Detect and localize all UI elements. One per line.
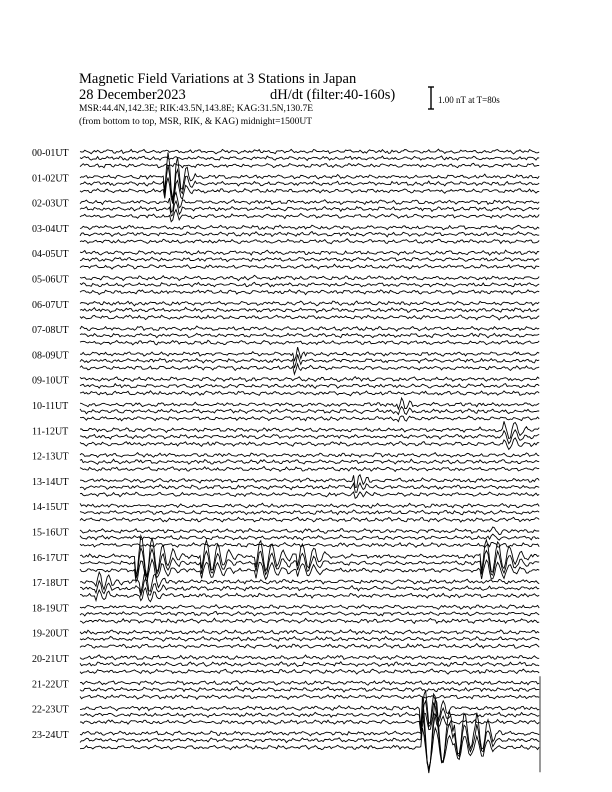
trace-kag-12-13ut bbox=[80, 467, 539, 472]
trace-msr-07-08ut bbox=[80, 326, 539, 331]
hour-label: 17-18UT bbox=[32, 578, 69, 590]
trace-kag-01-02ut bbox=[80, 178, 539, 204]
trace-kag-08-09ut bbox=[80, 364, 539, 374]
trace-rik-20-21ut bbox=[80, 662, 539, 667]
trace-msr-14-15ut bbox=[80, 503, 539, 508]
trace-kag-09-10ut bbox=[80, 391, 539, 396]
trace-msr-21-22ut bbox=[80, 680, 539, 685]
trace-kag-03-04ut bbox=[80, 239, 539, 244]
trace-msr-04-05ut bbox=[80, 250, 539, 255]
hour-label: 23-24UT bbox=[32, 729, 69, 741]
trace-rik-03-04ut bbox=[80, 232, 539, 237]
hour-label: 01-02UT bbox=[32, 173, 69, 185]
scale-bar bbox=[428, 87, 434, 109]
hour-label: 22-23UT bbox=[32, 704, 69, 716]
hour-label: 11-12UT bbox=[32, 426, 69, 438]
traces bbox=[80, 149, 540, 773]
trace-rik-21-22ut bbox=[80, 687, 539, 692]
trace-msr-10-11ut bbox=[80, 398, 539, 409]
hour-label: 21-22UT bbox=[32, 679, 69, 691]
hour-label: 09-10UT bbox=[32, 375, 69, 387]
quantity-text: dH/dt (filter:40-160s) bbox=[270, 87, 396, 103]
trace-kag-15-16ut bbox=[80, 543, 539, 548]
trace-kag-19-20ut bbox=[80, 644, 539, 649]
scale-bar-label: 1.00 nT at T=80s bbox=[438, 95, 500, 105]
chart-title: Magnetic Field Variations at 3 Stations in Japan bbox=[79, 71, 357, 87]
hour-labels bbox=[32, 148, 69, 741]
trace-rik-01-02ut bbox=[80, 165, 539, 201]
trace-kag-02-03ut bbox=[80, 210, 539, 222]
hour-label: 12-13UT bbox=[32, 451, 69, 463]
trace-rik-06-07ut bbox=[80, 307, 539, 312]
trace-msr-15-16ut bbox=[80, 527, 539, 535]
trace-rik-18-19ut bbox=[80, 611, 539, 616]
hour-label: 10-11UT bbox=[32, 401, 69, 412]
trace-kag-20-21ut bbox=[80, 669, 539, 674]
hour-label: 15-16UT bbox=[32, 527, 69, 539]
trace-msr-23-24ut bbox=[80, 697, 539, 774]
hour-label: 18-19UT bbox=[32, 603, 69, 615]
trace-rik-04-05ut bbox=[80, 257, 539, 261]
hour-label: 00-01UT bbox=[32, 148, 69, 159]
trace-kag-18-19ut bbox=[80, 618, 539, 623]
trace-msr-06-07ut bbox=[80, 301, 539, 306]
trace-rik-07-08ut bbox=[80, 333, 539, 338]
trace-kag-06-07ut bbox=[80, 315, 539, 320]
hour-label: 04-05UT bbox=[32, 249, 69, 261]
trace-kag-00-01ut bbox=[80, 163, 539, 167]
trace-rik-19-20ut bbox=[80, 637, 539, 642]
hour-label: 13-14UT bbox=[32, 476, 69, 488]
trace-rik-17-18ut bbox=[80, 579, 539, 596]
trace-rik-12-13ut bbox=[80, 459, 539, 464]
hour-label: 06-07UT bbox=[32, 299, 69, 311]
trace-kag-21-22ut bbox=[80, 695, 539, 700]
hour-label: 08-09UT bbox=[32, 350, 69, 362]
trace-msr-09-10ut bbox=[80, 377, 539, 382]
trace-rik-09-10ut bbox=[80, 384, 539, 389]
trace-msr-22-23ut bbox=[80, 690, 539, 725]
station-coordinates: MSR:44.4N,142.3E; RIK:43.5N,143.8E; KAG:31.5N,130.7E bbox=[79, 104, 314, 114]
hour-label: 20-21UT bbox=[32, 654, 69, 665]
trace-msr-18-19ut bbox=[80, 605, 539, 610]
trace-rik-15-16ut bbox=[80, 534, 539, 540]
trace-kag-05-06ut bbox=[80, 290, 539, 295]
hour-label: 19-20UT bbox=[32, 628, 69, 640]
trace-rik-10-11ut bbox=[80, 407, 539, 415]
trace-rik-00-01ut bbox=[80, 156, 539, 160]
trace-kag-13-14ut bbox=[80, 492, 539, 499]
trace-rik-13-14ut bbox=[80, 483, 539, 492]
trace-msr-19-20ut bbox=[80, 630, 539, 635]
trace-rik-05-06ut bbox=[80, 282, 539, 287]
hour-label: 03-04UT bbox=[32, 223, 69, 235]
trace-msr-13-14ut bbox=[80, 475, 539, 488]
hour-label: 07-08UT bbox=[32, 325, 69, 337]
trace-msr-20-21ut bbox=[80, 655, 539, 660]
trace-rik-11-12ut bbox=[80, 430, 539, 444]
trace-msr-12-13ut bbox=[80, 453, 539, 458]
trace-order-note: (from bottom to top, MSR, RIK, & KAG) midnight=1500UT bbox=[79, 117, 313, 127]
trace-rik-22-23ut bbox=[80, 701, 539, 728]
trace-msr-00-01ut bbox=[80, 149, 539, 154]
trace-kag-10-11ut bbox=[80, 416, 539, 422]
hour-label: 16-17UT bbox=[32, 552, 69, 564]
trace-msr-08-09ut bbox=[80, 347, 539, 361]
hour-label: 14-15UT bbox=[32, 502, 69, 514]
hour-label: 05-06UT bbox=[32, 274, 69, 286]
trace-kag-04-05ut bbox=[80, 264, 539, 269]
date-text: 28 December2023 bbox=[79, 87, 186, 103]
trace-rik-14-15ut bbox=[80, 510, 539, 515]
trace-msr-05-06ut bbox=[80, 275, 539, 280]
trace-kag-07-08ut bbox=[80, 340, 539, 345]
hour-label: 02-03UT bbox=[32, 198, 69, 210]
trace-msr-03-04ut bbox=[80, 225, 539, 230]
trace-kag-11-12ut bbox=[80, 438, 539, 450]
trace-kag-14-15ut bbox=[80, 517, 539, 522]
